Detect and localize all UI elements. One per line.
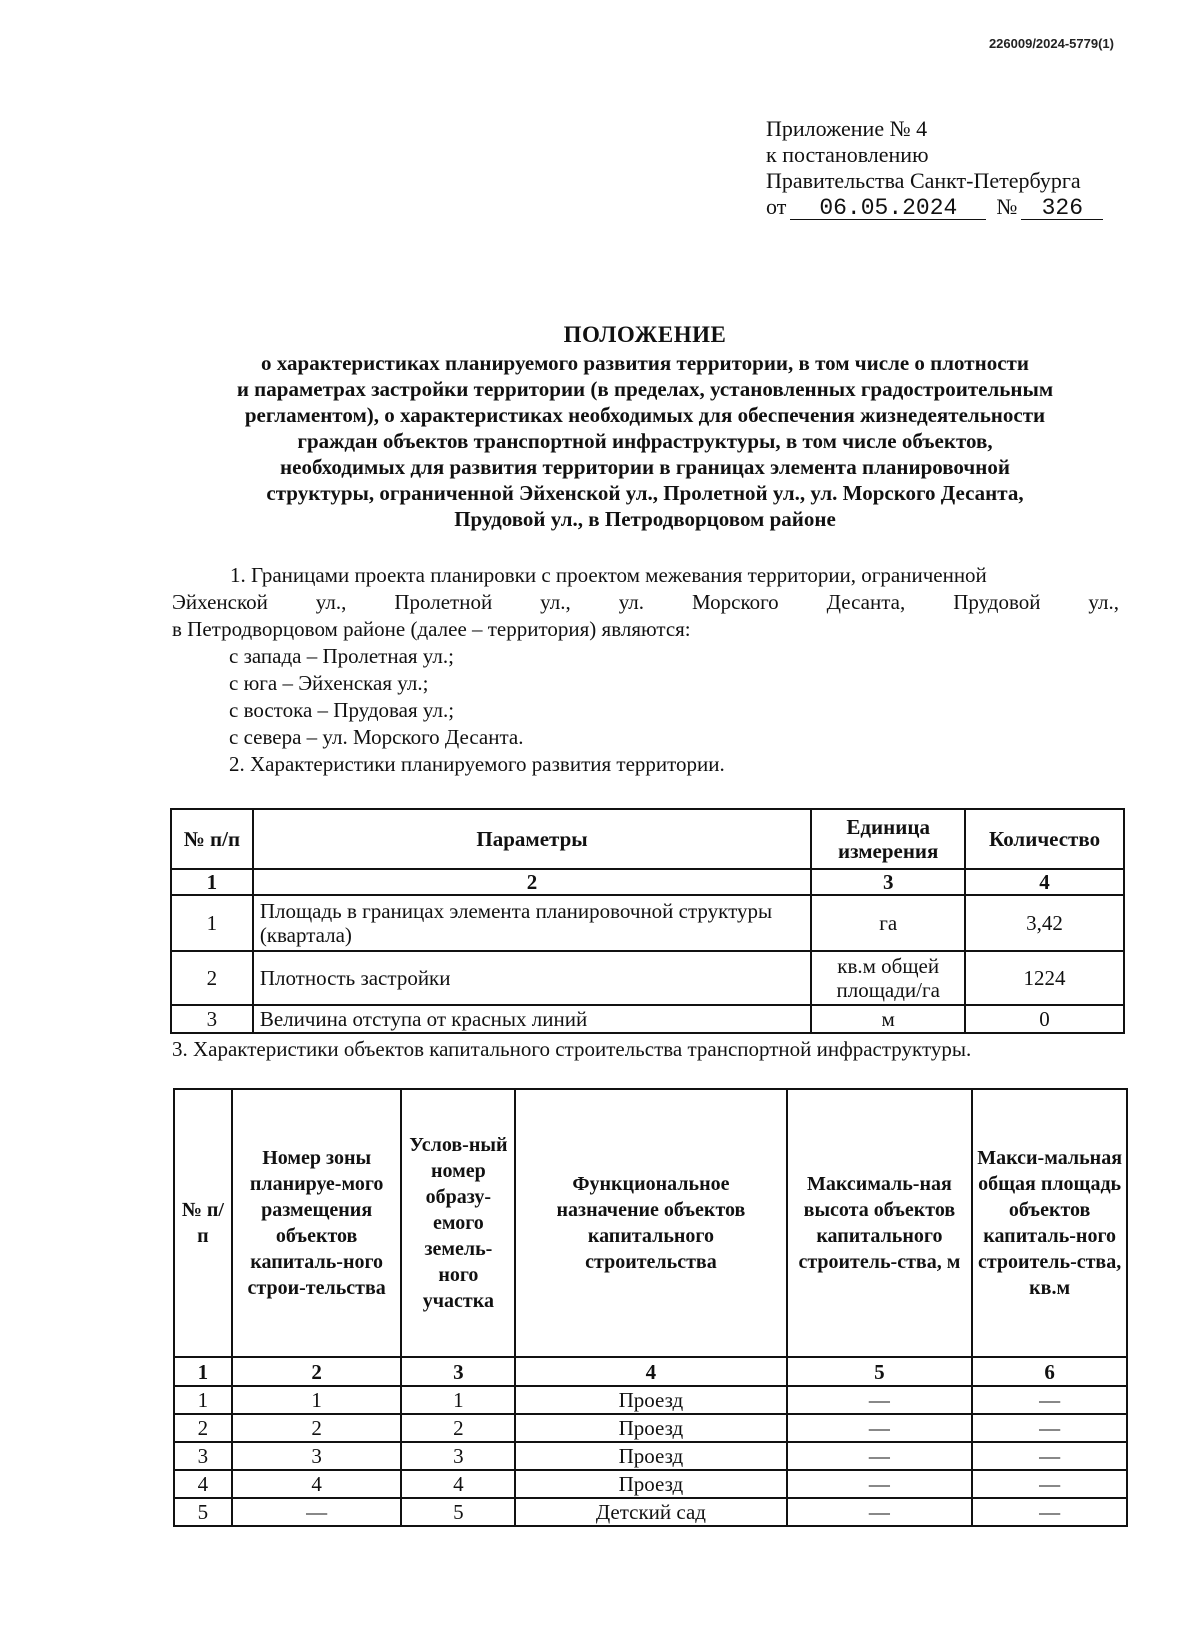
cell-num: 4 <box>174 1470 232 1498</box>
cell-zone: — <box>232 1498 402 1526</box>
table-row <box>174 1498 1127 1526</box>
cell-num: 3 <box>171 1005 253 1033</box>
cell-max-height: — <box>787 1386 973 1414</box>
table-row <box>171 951 1124 1005</box>
table-row <box>171 1005 1124 1033</box>
cell-param: Площадь в границах элемента планировочной структуры (квартала) <box>253 895 811 951</box>
cell-num: 3 <box>174 1442 232 1470</box>
paragraph-1-line: в Петродворцовом районе (далее – территория) являются: <box>172 617 691 641</box>
heading-line: структуры, ограниченной Эйхенской ул., Пролетной ул., ул. Морского Десанта, <box>266 481 1024 505</box>
col-number: 6 <box>972 1357 1127 1386</box>
table-row <box>174 1386 1127 1414</box>
resolution-number: 326 <box>1021 197 1103 220</box>
territory-characteristics-table <box>170 808 1125 1034</box>
cell-unit: кв.м общей площади/га <box>811 951 965 1005</box>
boundary-list <box>229 643 1109 751</box>
cell-num: 2 <box>174 1414 232 1442</box>
heading-line: о характеристиках планируемого развития территории, в том числе о плотности <box>261 351 1029 375</box>
col-header-num: № п/п <box>174 1089 232 1357</box>
paragraph-1-line: 1. Границами проекта планировки с проектом межевания территории, ограниченной <box>230 563 987 587</box>
cell-param: Плотность застройки <box>253 951 811 1005</box>
appendix-date-line <box>766 194 1103 220</box>
cell-zone: 2 <box>232 1414 402 1442</box>
cell-zone: 1 <box>232 1386 402 1414</box>
cell-function: Проезд <box>515 1414 786 1442</box>
cell-plot: 3 <box>401 1442 515 1470</box>
boundary-south: с юга – Эйхенская ул.; <box>229 671 429 695</box>
col-number: 3 <box>811 869 965 895</box>
appendix-title: Приложение № 4 <box>766 116 928 141</box>
cell-function: Проезд <box>515 1442 786 1470</box>
col-number: 2 <box>253 869 811 895</box>
cell-function: Детский сад <box>515 1498 786 1526</box>
table-header-row <box>174 1089 1127 1357</box>
cell-max-area: — <box>972 1386 1127 1414</box>
document-heading <box>160 320 1130 532</box>
cell-qty: 1224 <box>965 951 1124 1005</box>
cell-unit: м <box>811 1005 965 1033</box>
cell-qty: 0 <box>965 1005 1124 1033</box>
cell-num: 1 <box>174 1386 232 1414</box>
transport-infrastructure-table <box>173 1088 1128 1527</box>
cell-max-area: — <box>972 1414 1127 1442</box>
col-number: 1 <box>174 1357 232 1386</box>
heading-line: и параметрах застройки территории (в пределах, установленных градостроительным <box>236 377 1054 401</box>
column-number-row <box>171 869 1124 895</box>
table-row <box>174 1470 1127 1498</box>
boundary-north: с севера – ул. Морского Десанта. <box>229 725 524 749</box>
document-id: 226009/2024-5779(1) <box>988 36 1114 51</box>
cell-qty: 3,42 <box>965 895 1124 951</box>
cell-zone: 3 <box>232 1442 402 1470</box>
col-header-plot: Услов-ный номер образу-емого земель-ного участка <box>401 1089 515 1357</box>
table-row <box>174 1414 1127 1442</box>
table-row <box>174 1442 1127 1470</box>
cell-plot: 5 <box>401 1498 515 1526</box>
col-number: 1 <box>171 869 253 895</box>
boundary-west: с запада – Пролетная ул.; <box>229 644 454 668</box>
col-header-qty: Количество <box>965 809 1124 869</box>
resolution-date: 06.05.2024 <box>790 197 986 220</box>
heading-title: ПОЛОЖЕНИЕ <box>563 322 727 347</box>
from-label: от <box>766 194 787 219</box>
cell-num: 1 <box>171 895 253 951</box>
col-number: 3 <box>401 1357 515 1386</box>
heading-line: регламентом), о характеристиках необходимых для обеспечения жизнедеятельности <box>244 403 1046 427</box>
number-label: № <box>996 194 1018 219</box>
table-header-row <box>171 809 1124 869</box>
cell-max-height: — <box>787 1470 973 1498</box>
col-header-max-area: Макси-мальная общая площадь объектов капиталь-ного строитель-ства, кв.м <box>972 1089 1127 1357</box>
heading-line: необходимых для развития территории в границах элемента планировочной <box>280 455 1010 479</box>
paragraph-1-line: Эйхенской ул., Пролетной ул., ул. Морского Десанта, Прудовой ул., <box>172 590 1119 614</box>
appendix-resolution: к постановлению <box>766 142 929 167</box>
col-header-param: Параметры <box>253 809 811 869</box>
cell-max-area: — <box>972 1442 1127 1470</box>
paragraph-3: 3. Характеристики объектов капитального строительства транспортной инфраструктуры. <box>172 1037 972 1061</box>
cell-function: Проезд <box>515 1386 786 1414</box>
col-number: 4 <box>965 869 1124 895</box>
cell-function: Проезд <box>515 1470 786 1498</box>
appendix-government: Правительства Санкт-Петербурга <box>766 168 1081 193</box>
heading-line: граждан объектов транспортной инфраструктуры, в том числе объектов, <box>297 429 993 453</box>
cell-max-height: — <box>787 1442 973 1470</box>
col-number: 4 <box>515 1357 786 1386</box>
col-number: 5 <box>787 1357 973 1386</box>
heading-line: Прудовой ул., в Петродворцовом районе <box>454 507 836 531</box>
cell-plot: 2 <box>401 1414 515 1442</box>
cell-plot: 4 <box>401 1470 515 1498</box>
cell-num: 5 <box>174 1498 232 1526</box>
col-number: 2 <box>232 1357 402 1386</box>
paragraph-2: 2. Характеристики планируемого развития территории. <box>229 752 725 776</box>
table-row <box>171 895 1124 951</box>
col-header-function: Функциональное назначение объектов капитального строительства <box>515 1089 786 1357</box>
paragraph-1 <box>172 562 1119 643</box>
column-number-row <box>174 1357 1127 1386</box>
cell-max-height: — <box>787 1498 973 1526</box>
cell-unit: га <box>811 895 965 951</box>
col-header-unit: Единица измерения <box>811 809 965 869</box>
boundary-east: с востока – Прудовая ул.; <box>229 698 455 722</box>
col-header-num: № п/п <box>171 809 253 869</box>
cell-plot: 1 <box>401 1386 515 1414</box>
col-header-zone: Номер зоны планируе-мого размещения объектов капиталь-ного строи-тельства <box>232 1089 402 1357</box>
cell-max-height: — <box>787 1414 973 1442</box>
col-header-max-height: Максималь-ная высота объектов капитального строитель-ства, м <box>787 1089 973 1357</box>
cell-param: Величина отступа от красных линий <box>253 1005 811 1033</box>
cell-max-area: — <box>972 1498 1127 1526</box>
cell-zone: 4 <box>232 1470 402 1498</box>
cell-max-area: — <box>972 1470 1127 1498</box>
appendix-block <box>766 116 1103 220</box>
cell-num: 2 <box>171 951 253 1005</box>
